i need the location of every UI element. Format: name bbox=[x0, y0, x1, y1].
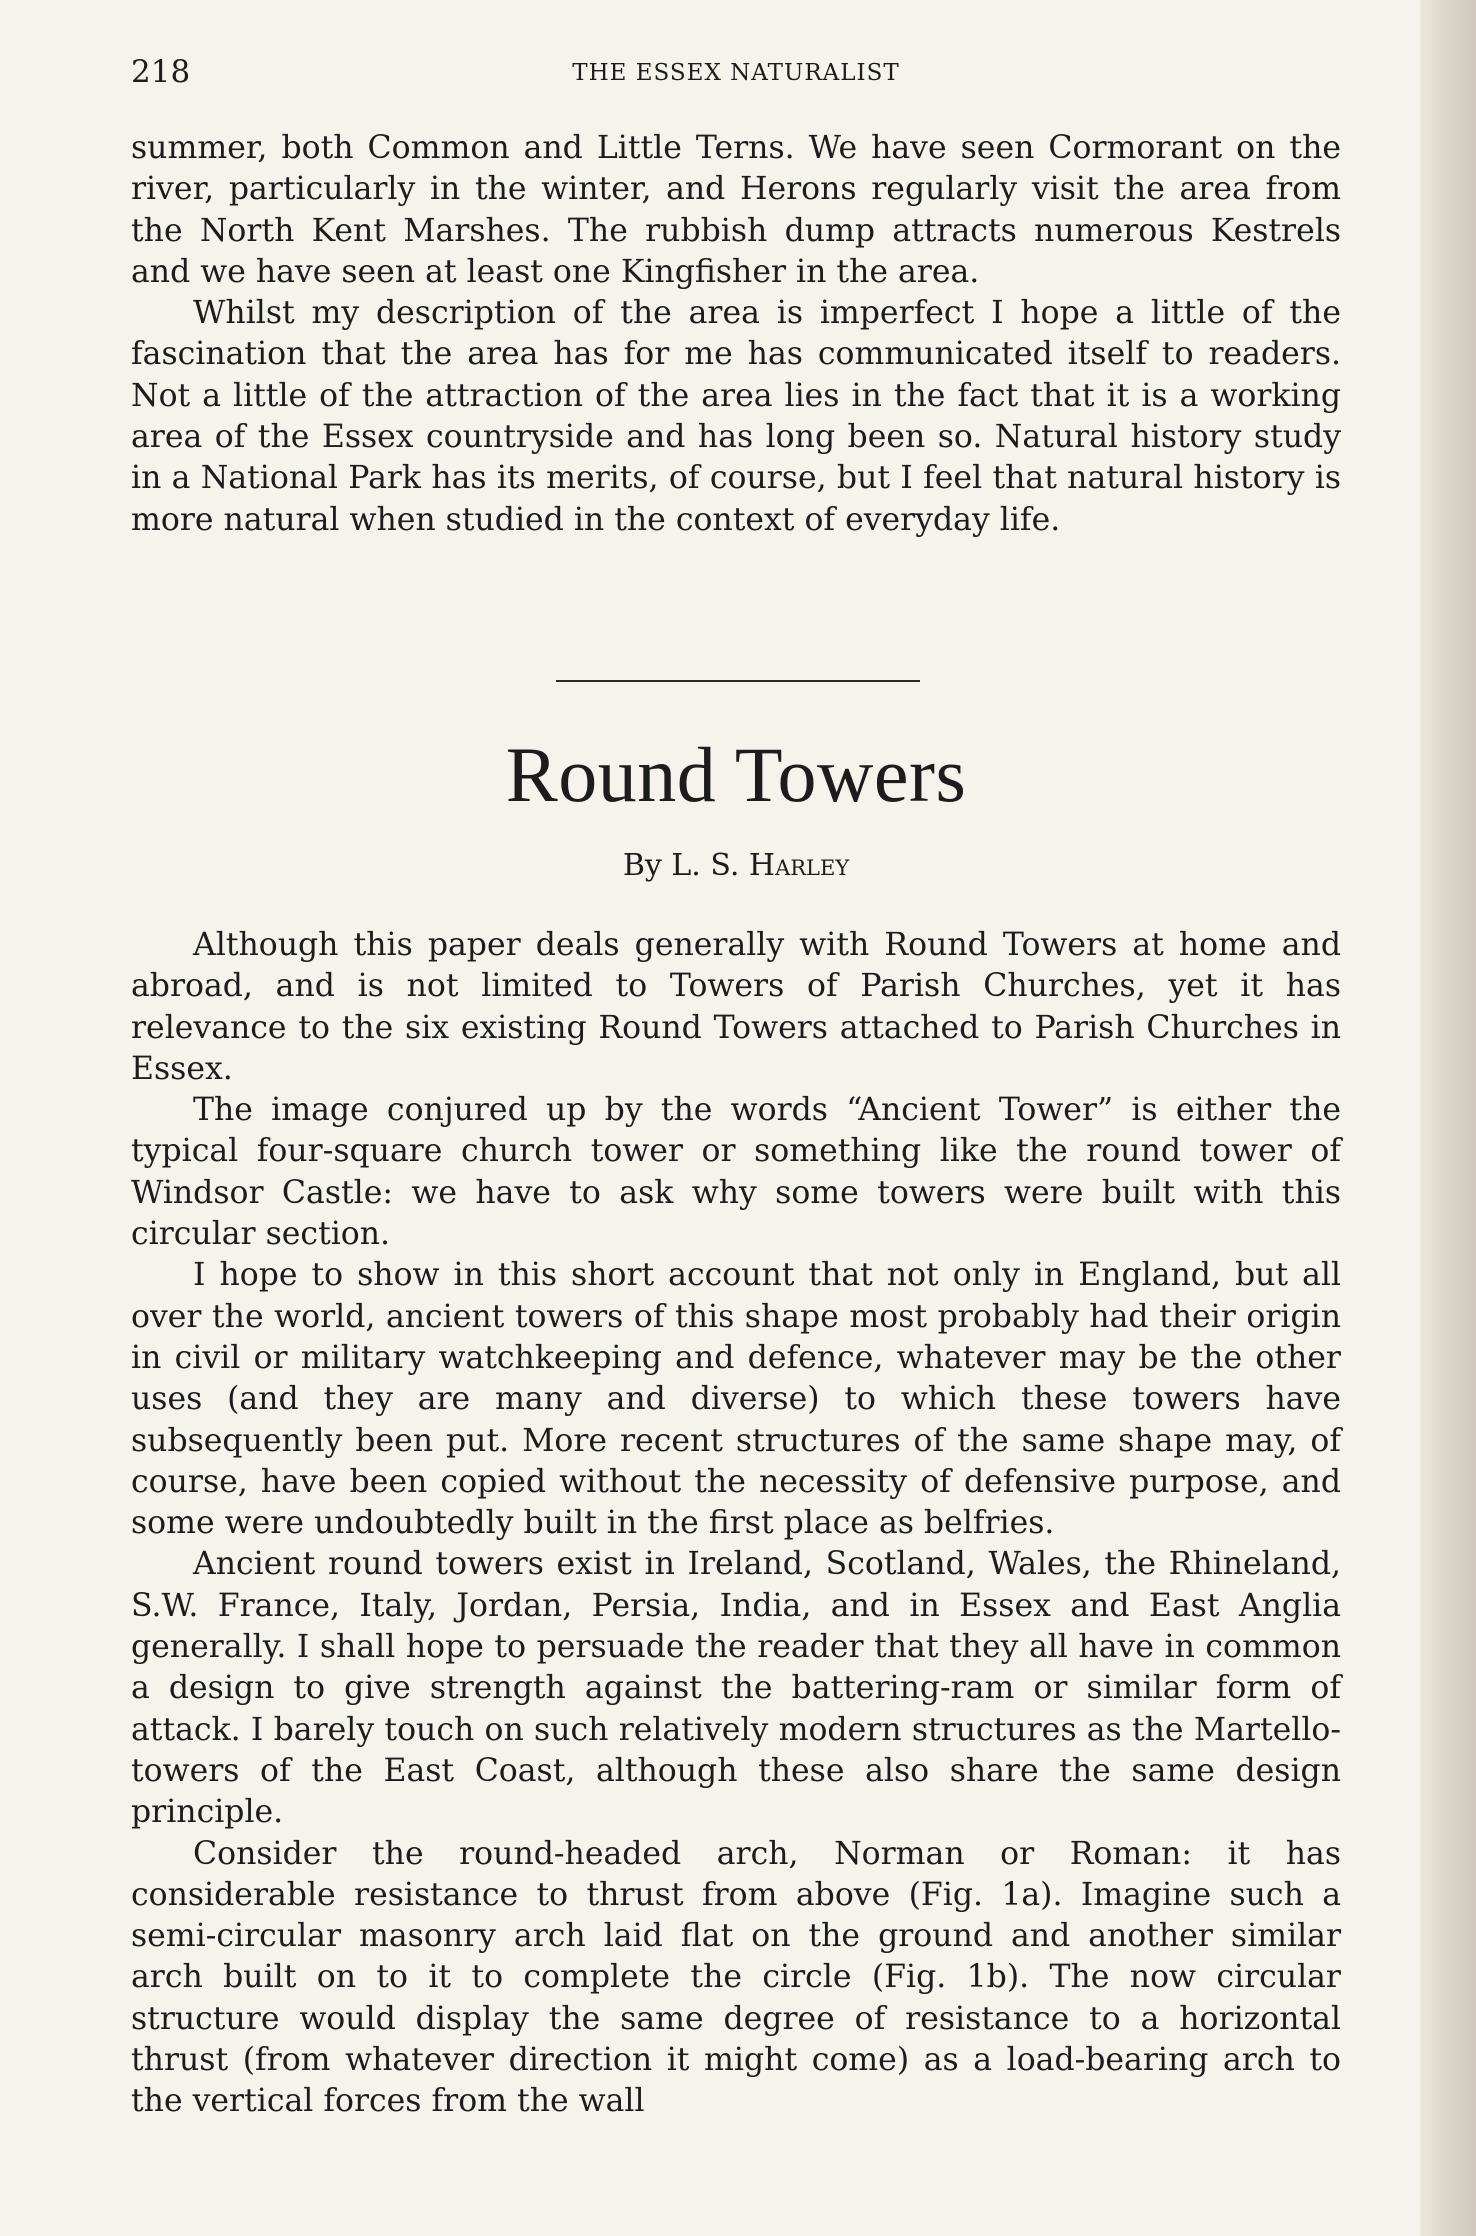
article-body bbox=[131, 925, 1341, 2123]
paragraph: I hope to show in this short account that not only in England, but all over the world, ancient towers of this shape most probably had their origin in civil or military watchkeeping and defence, whatever may be the other uses (and they are many and diverse) to which these towers have subsequently been put. More recent structures of the same shape may, of course, have been copied without the necessity of defensive purpose, and some were undoubtedly built in the first place as belfries. bbox=[131, 1257, 1341, 1542]
paragraph: Consider the round-headed arch, Norman or Roman: it has considerable resistance to thrust from above (Fig. 1a). Imagine such a semi-circular masonry arch laid flat on the ground and another similar arch built on to it to complete the circle (Fig. 1b). The now circular structure would display the same degree of resistance to a horizontal thrust (from whatever direction it might come) as a load-bearing arch to the vertical forces from the wall bbox=[131, 1835, 1341, 2120]
book-spine-shadow bbox=[1420, 0, 1476, 2236]
running-head bbox=[131, 54, 1341, 98]
section-divider bbox=[556, 680, 920, 682]
paragraph: Although this paper deals generally with Round Towers at home and abroad, and is not limited to Towers of Parish Churches, yet it has relevance to the six existing Round Towers attached to Parish Churches in Essex. bbox=[131, 927, 1341, 1087]
journal-title: THE ESSEX NATURALIST bbox=[572, 60, 900, 86]
paragraph: Whilst my description of the area is imperfect I hope a little of the fascination that the area has for me has communicated itself to readers. Not a little of the attraction of the area lies in the fact that it is a working area of the Essex countryside and has long been so. Natural history study in a National Park has its merits, of course, but I feel that natural history is more natural when studied in the context of everyday life. bbox=[131, 295, 1341, 538]
previous-article-continuation bbox=[131, 128, 1341, 541]
page-number: 218 bbox=[131, 54, 191, 90]
byline-author: Harley bbox=[748, 848, 850, 883]
paragraph: Ancient round towers exist in Ireland, Scotland, Wales, the Rhineland, S.W. France, Italy, Jordan, Persia, India, and in Essex and East Anglia generally. I shall hope to persuade the reader that they all have in common a design to give strength against the battering-ram or similar form of attack. I barely touch on such relatively modern structures as the Martello-towers of the East Coast, although these also share the same design principle. bbox=[131, 1546, 1341, 1831]
byline bbox=[131, 848, 1341, 883]
byline-prefix: By L. S. bbox=[622, 848, 740, 883]
article-title: Round Towers bbox=[505, 731, 967, 818]
paragraph: summer, both Common and Little Terns. We have seen Cormorant on the river, particularly in the winter, and Herons regularly visit the area from the North Kent Marshes. The rubbish dump attracts numerous Kestrels and we have seen at least one Kingfisher in the area. bbox=[131, 130, 1341, 290]
paragraph: The image conjured up by the words “Ancient Tower” is either the typical four-square church tower or something like the round tower of Windsor Castle: we have to ask why some towers were built with this circular section. bbox=[131, 1092, 1341, 1253]
